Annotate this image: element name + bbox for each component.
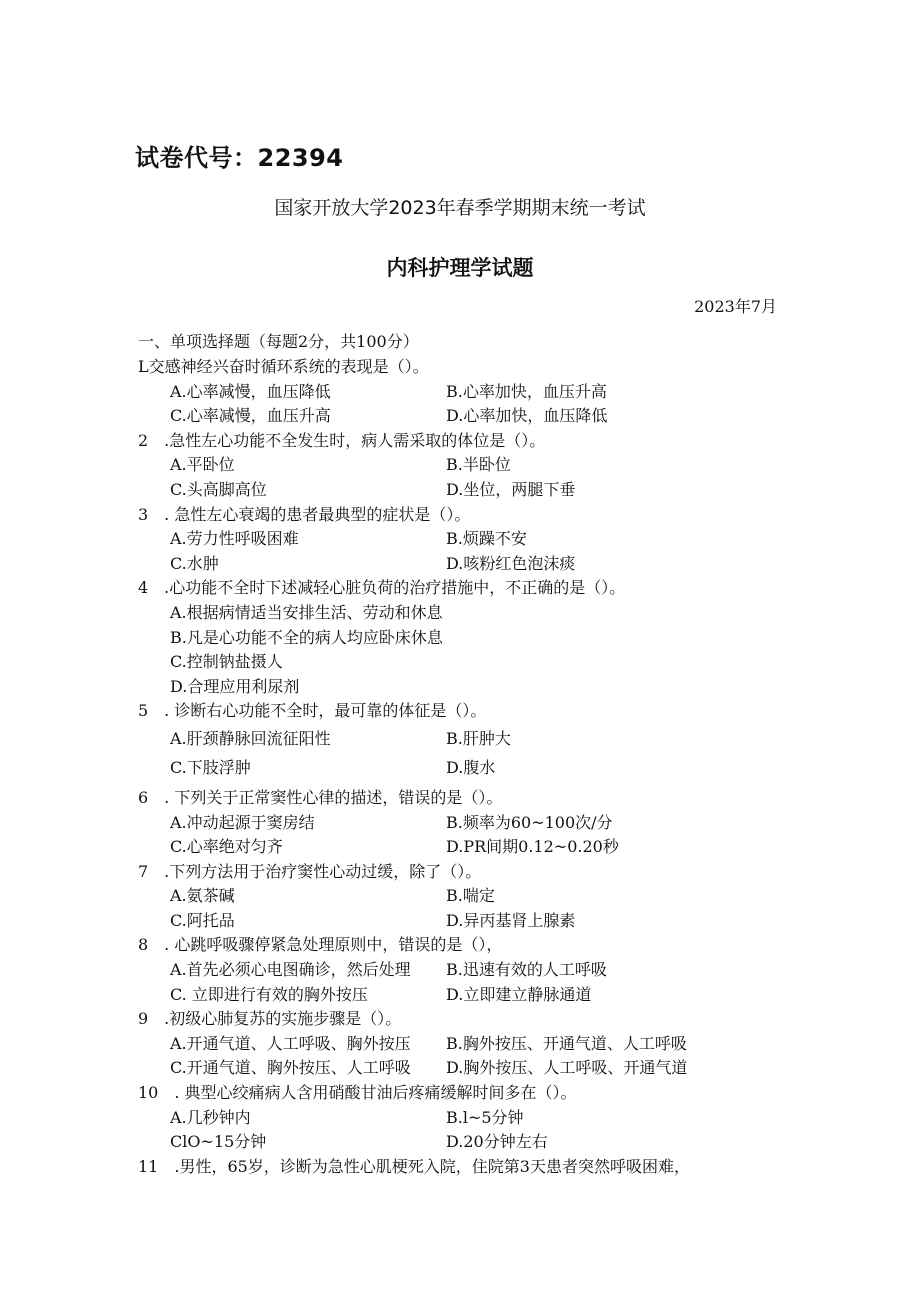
option-list [138,527,798,576]
option-a: A.心率减慢，血压降低 [170,381,331,401]
option-b: B.喘定 [446,886,495,906]
option-a: A.开通气道、人工呼吸、胸外按压 [170,1033,411,1053]
question-6 [138,786,798,860]
option-row [170,380,798,405]
exam-date: 2023年7月 [694,297,777,316]
option-a: A.劳力性呼吸困难 [170,529,299,549]
option-row [170,1056,798,1081]
option-b: B.l~5分钟 [446,1107,524,1127]
option-a: A.根据病情适当安排生活、劳动和休息 [170,602,443,622]
question-1 [138,355,798,429]
option-d: D.合理应用利尿剂 [170,676,300,696]
option-d: D.胸外按压、人工呼吸、开通气道 [446,1058,688,1078]
option-row [170,958,798,983]
option-list [138,724,798,782]
option-list [138,884,798,933]
question-9 [138,1007,798,1081]
option-b: B.凡是心功能不全的病人均应卧床休息 [170,627,443,647]
question-10 [138,1081,798,1155]
university-exam-line [0,193,920,220]
option-d: D.异丙基肾上腺素 [446,910,576,930]
option-c: C.下肢浮肿 [170,757,251,777]
option-c: C.控制钠盐摄人 [170,652,283,672]
option-c: C. 立即进行有效的胸外按压 [170,984,368,1004]
question-2 [138,429,798,503]
option-d: D.坐位，两腿下垂 [446,479,576,499]
option-b: B.心率加快，血压升高 [446,381,607,401]
option-list [138,958,798,1007]
option-d: D.腹水 [446,757,496,777]
university-exam-text: 国家开放大学2023年春季学期期末统一考试 [274,197,646,219]
option-row [170,404,798,429]
option-row [170,552,798,577]
option-d: D.20分钟左右 [446,1132,548,1152]
question-stem: 10 . 典型心绞痛病人含用硝酸甘油后疼痛缓解时间多在（）。 [138,1083,577,1103]
option-row [170,1130,798,1155]
option-row [170,1106,798,1131]
question-stem: 5 . 诊断右心功能不全时，最可靠的体征是（）。 [138,701,487,721]
option-b: B.迅速有效的人工呼吸 [446,960,607,980]
option-d: D.PR间期0.12~0.20秒 [446,837,619,857]
option-a: A.氨茶碱 [170,886,235,906]
option-a: A.平卧位 [170,455,235,475]
question-5 [138,699,798,782]
option-c: C.心率减慢，血压升高 [170,406,331,426]
question-stem: 9 .初级心肺复苏的实施步骤是（）。 [138,1009,402,1029]
question-stem: 3 . 急性左心衰竭的患者最典型的症状是（）。 [138,504,471,524]
option-row [170,983,798,1008]
option-list [138,453,798,502]
option-c: C.头高脚高位 [170,479,267,499]
option-row [170,835,798,860]
option-row [170,753,798,782]
option-row [170,884,798,909]
option-b: B.烦躁不安 [446,529,527,549]
question-stem: 7 .下列方法用于治疗窦性心动过缓，除了（）。 [138,861,482,881]
question-7 [138,860,798,934]
option-list [138,380,798,429]
option-a: A.肝颈静脉回流征阳性 [170,728,331,748]
option-c: C.心率绝对匀齐 [170,837,283,857]
question-stem: L交感神经兴奋时循环系统的表现是（）。 [138,357,429,376]
question-list [138,355,798,1179]
question-8 [138,933,798,1007]
option-d: D.立即建立静脉通道 [446,984,592,1004]
question-stem: 2 .急性左心功能不全发生时，病人需采取的体位是（）。 [138,430,546,450]
paper-code: 试卷代号：22394 [135,144,344,172]
option-c: ClO~15分钟 [170,1132,267,1152]
option-row [170,909,798,934]
option-b: B.半卧位 [446,455,511,475]
option-list [138,811,798,860]
option-row [170,1032,798,1057]
option-b: B.频率为60~100次/分 [446,812,613,832]
question-stem: 6 . 下列关于正常窦性心律的描述，错误的是（）。 [138,787,503,807]
option-b: B.胸外按压、开通气道、人工呼吸 [446,1033,687,1053]
option-list [138,601,798,699]
question-stem: 8 . 心跳呼吸骤停紧急处理原则中，错误的是（）， [138,935,503,955]
exam-title: 内科护理学试题 [386,256,534,280]
option-list [138,1106,798,1155]
option-a: A.几秒钟内 [170,1107,251,1127]
option-row [170,724,798,753]
question-11 [138,1155,798,1180]
question-3 [138,503,798,577]
option-c: C.阿托品 [170,910,235,930]
option-row [170,527,798,552]
option-list [138,1032,798,1081]
question-4 [138,576,798,699]
question-stem: 11 .男性，65岁，诊断为急性心肌梗死入院，住院第3天患者突然呼吸困难， [138,1156,690,1176]
option-a: A.冲动起源于窦房结 [170,812,315,832]
question-stem: 4 .心功能不全时下述减轻心脏负荷的治疗措施中，不正确的是（）。 [138,578,626,598]
option-c: C.水肿 [170,553,219,573]
option-d: D.心率加快，血压降低 [446,406,608,426]
option-row [170,811,798,836]
option-c: C.开通气道、胸外按压、人工呼吸 [170,1058,411,1078]
option-row [170,453,798,478]
option-b: B.肝肿大 [446,728,511,748]
option-d: D.咳粉红色泡沫痰 [446,553,576,573]
section-title: 一、单项选择题（每题2分，共100分） [138,332,419,351]
option-row [170,478,798,503]
option-a: A.首先必须心电图确诊，然后处理 [170,960,411,980]
